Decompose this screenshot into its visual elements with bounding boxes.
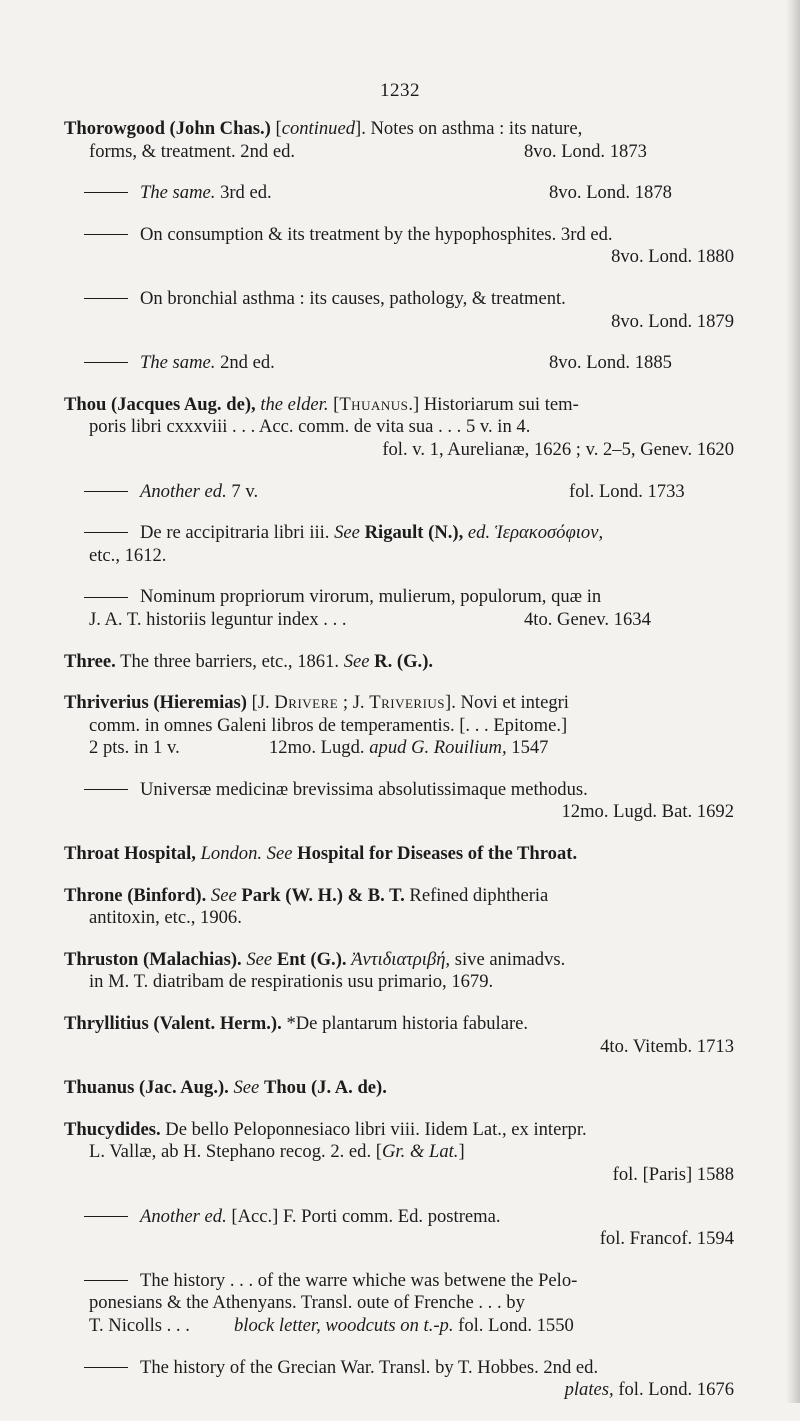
catalogue-entry: De re accipitraria libri iii. See Rigault (N.), ed. Ἱερακοσόφιον, etc., 1612.: [64, 522, 734, 567]
page-edge: [786, 0, 800, 1403]
ditto-dash: [84, 1367, 128, 1368]
catalogue-entry: Throne (Binford). See Park (W. H.) & B. T. Refined diphtheria antitoxin, etc., 1906.: [64, 884, 549, 929]
catalogue-entry: The history of the Grecian War. Transl. by T. Hobbes. 2nd ed. plates, fol. Lond. 1676: [64, 1357, 734, 1402]
catalogue-entry: Thruston (Malachias). See Ent (G.). Ἀντιδιατριβή, sive animadvs. in M. T. diatribam de respirationis usu primario, 1679.: [64, 948, 566, 993]
catalogue-entry: Thryllitius (Valent. Herm.). *De plantarum historia fabulare. 4to. Vitemb. 1713: [64, 1013, 734, 1057]
ditto-dash: [84, 298, 128, 299]
catalogue-entry: Thriverius (Hieremias) [J. Drivere ; J. Triverius]. Novi et integri comm. in omnes Galeni libros de temperamentis. [. . . Epitome.] 2 pts. in 1 v. 12mo. Lugd. apud G. Rouilium, 1547: [64, 692, 569, 759]
ditto-dash: [84, 1216, 128, 1217]
catalogue-entry: The same. 3rd ed. 8vo. Lond. 1878: [64, 182, 734, 205]
catalogue-entry: Three. The three barriers, etc., 1861. See R. (G.).: [64, 650, 434, 672]
catalogue-entry: Throat Hospital, London. See Hospital for Diseases of the Throat.: [64, 843, 578, 865]
catalogue-entry: The history . . . of the warre whiche was betwene the Pelo- ponesians & the Athenyans. Transl. oute of Frenche . . . by T. Nicolls . . . block letter, woodcuts on t.-p. fol. Lond. 1550: [64, 1270, 734, 1338]
catalogue-entry: On bronchial asthma : its causes, pathology, & treatment. 8vo. Lond. 1879: [64, 288, 734, 333]
ditto-dash: [84, 597, 128, 598]
catalogue-entry: Thorowgood (John Chas.) [continued]. Notes on asthma : its nature, forms, & treatment. 2nd ed. 8vo. Lond. 1873: [64, 118, 647, 162]
catalogue-entry: Another ed. 7 v. fol. Lond. 1733: [64, 481, 734, 504]
ditto-dash: [84, 192, 128, 193]
ditto-dash: [84, 789, 128, 790]
catalogue-entry: Universæ medicinæ brevissima absolutissimaque methodus. 12mo. Lugd. Bat. 1692: [64, 779, 734, 824]
catalogue-entry: Thuanus (Jac. Aug.). See Thou (J. A. de).: [64, 1077, 387, 1099]
catalogue-entries: [64, 118, 734, 1421]
ditto-dash: [84, 234, 128, 235]
ditto-dash: [84, 532, 128, 533]
catalogue-entry: The same. 2nd ed. 8vo. Lond. 1885: [64, 352, 734, 375]
page-number: 1232: [380, 80, 420, 101]
catalogue-entry: Another ed. [Acc.] F. Porti comm. Ed. postrema. fol. Francof. 1594: [64, 1206, 734, 1251]
catalogue-entry: Thou (Jacques Aug. de), the elder. [Thuanus.] Historiarum sui tem- poris libri cxxxviii . . . Acc. comm. de vita sua . . . 5 v. in 4. fol. v. 1, Aurelianæ, 1626 ; v. 2–5, Genev. 1620: [64, 393, 734, 460]
ditto-dash: [84, 491, 128, 492]
ditto-dash: [84, 1280, 128, 1281]
catalogue-entry: Nominum propriorum virorum, mulierum, populorum, quæ in J. A. T. historiis leguntur index . . . 4to. Genev. 1634: [64, 586, 734, 631]
catalogue-entry: Thucydides. De bello Peloponnesiaco libri viii. Iidem Lat., ex interpr. L. Vallæ, ab H. Stephano recog. 2. ed. [Gr. & Lat.] fol. [Paris] 1588: [64, 1118, 734, 1185]
ditto-dash: [84, 362, 128, 363]
catalogue-entry: On consumption & its treatment by the hypophosphites. 3rd ed. 8vo. Lond. 1880: [64, 224, 734, 269]
